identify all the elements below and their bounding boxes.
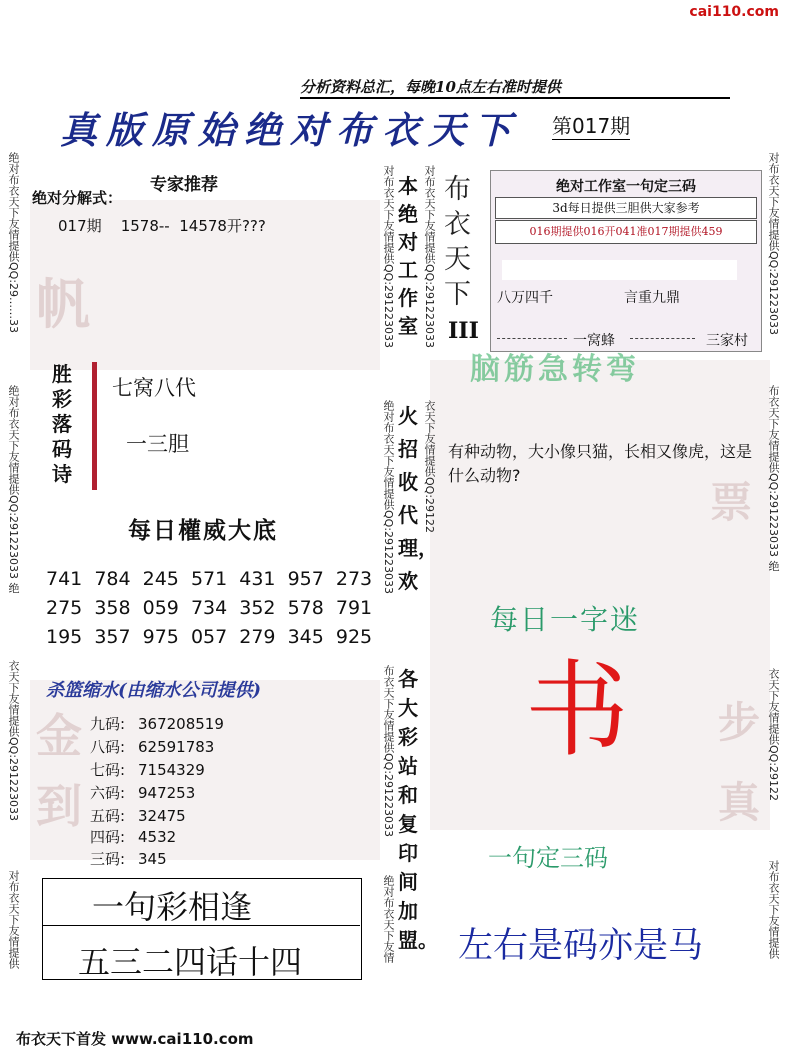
side-watermark: 对布衣天下友情提供QQ:291223033 <box>382 165 395 349</box>
list-item: 八码: 62591783 <box>90 738 215 756</box>
expert-subheading: 绝对分解式： <box>32 189 123 207</box>
brain-teaser-title: 脑筋急转弯 <box>470 352 640 387</box>
number-cell: 275 <box>46 597 83 619</box>
divider <box>630 338 695 339</box>
number-cell: 195 <box>46 626 83 648</box>
watermark-char: 金 <box>36 709 82 763</box>
vertical-ad: 火招收代理，欢 <box>398 404 438 593</box>
number-cell: 578 <box>287 597 324 619</box>
number-cell: 357 <box>94 626 131 648</box>
poem-label: 胜彩落码诗 <box>52 362 72 486</box>
list-item: 四码: 4532 <box>90 828 177 846</box>
daily-char-title: 每日一字迷 <box>490 603 641 636</box>
side-watermark: 对布衣天下友情提供 <box>7 870 20 969</box>
number-cell: 571 <box>190 568 228 590</box>
buyi-roman: III <box>448 318 479 344</box>
side-watermark: 衣天下友情提供QQ:291223033 <box>7 660 20 822</box>
footer: 布衣天下首发 www.cai110.com <box>16 1030 254 1048</box>
watermark-char: 到 <box>36 779 82 833</box>
studio-cell: 言重九鼎 <box>624 290 680 306</box>
riddle-text: 有种动物，大小像只猫，长相又像虎，这是什么动物? <box>448 442 753 485</box>
studio-row2: 016期提供016开041准017期提供459 <box>495 220 757 244</box>
number-row <box>46 597 372 619</box>
studio-blank <box>502 260 737 280</box>
side-watermark: 布衣天下友情提供QQ:291223033 <box>382 665 395 838</box>
buyi-title: 布衣天下 <box>444 174 471 310</box>
side-watermark: 对布衣天下友情提供QQ:291223033 <box>423 165 436 349</box>
number-row <box>46 626 372 648</box>
number-cell: 431 <box>239 568 276 590</box>
list-item: 三码: 345 <box>90 850 167 868</box>
poem-bar <box>92 362 97 490</box>
number-cell: 245 <box>142 568 179 590</box>
number-cell: 345 <box>287 626 324 648</box>
side-watermark: 绝对布衣天下友情提供QQ:291223033 <box>382 400 395 595</box>
number-cell: 358 <box>94 597 131 619</box>
vertical-ad: 各大彩站和复印间加盟。 <box>398 667 438 952</box>
number-cell: 273 <box>335 568 373 590</box>
number-cell: 059 <box>142 597 179 619</box>
side-watermark: 绝对布衣天下友情 <box>382 875 395 963</box>
number-cell: 279 <box>239 626 276 648</box>
top-banner: 分析资料总汇，每晚10点左右准时提供 <box>300 76 730 99</box>
list-item: 九码: 367208519 <box>90 715 224 733</box>
studio-cell: 一窝蜂 <box>573 333 615 349</box>
watermark-char: 帆 <box>36 272 90 336</box>
list-item: 七码: 7154329 <box>90 761 205 779</box>
poem-line2: 一三胆 <box>126 432 189 456</box>
vertical-ad: 本绝对工作室 <box>398 174 418 338</box>
list-item: 六码: 947253 <box>90 784 196 802</box>
number-cell: 925 <box>335 626 373 648</box>
watermark-char: 真 <box>718 778 761 827</box>
studio-cell: 八万四千 <box>497 290 553 306</box>
lucky-title: 一句彩相逢 <box>92 888 253 926</box>
daily-char: 书 <box>525 649 630 771</box>
number-cell: 057 <box>190 626 228 648</box>
number-cell: 957 <box>287 568 324 590</box>
daily-auth-title: 每日權威大底 <box>128 518 278 544</box>
expert-heading: 专家推荐 <box>150 175 218 195</box>
issue-number: 第017期 <box>552 110 630 140</box>
number-cell: 975 <box>142 626 179 648</box>
studio-title: 绝对工作室一句定三码 <box>556 179 696 195</box>
side-watermark: 绝对布衣天下友情提供QQ:29……33 <box>7 152 20 334</box>
lucky-text: 五三二四话十四 <box>78 943 303 981</box>
side-watermark: 衣天下友情提供QQ:29122 <box>423 400 436 534</box>
side-watermark: 对布衣天下友情提供 <box>767 860 780 959</box>
expert-line: 017期 1578-- 14578开??? <box>58 217 266 235</box>
one-sentence-text: 左右是码亦是马 <box>458 926 704 966</box>
background-art <box>30 680 380 860</box>
studio-row1: 3d每日提供三胆供大家参考 <box>495 197 757 219</box>
divider <box>497 338 567 339</box>
one-sentence-title: 一句定三码 <box>488 844 608 872</box>
number-row <box>46 568 372 590</box>
side-watermark: 布衣天下友情提供QQ:291223033 绝 <box>767 385 780 572</box>
shrink-title: 杀篮缩水(由缩水公司提供) <box>46 680 262 701</box>
main-title: 真版原始绝对布衣天下 <box>60 108 520 152</box>
side-watermark: 衣天下友情提供QQ:29122 <box>767 668 780 802</box>
list-item: 五码: 32475 <box>90 807 186 825</box>
studio-cell: 三家村 <box>706 333 748 349</box>
number-cell: 791 <box>335 597 373 619</box>
poem-line1: 七窝八代 <box>112 376 196 400</box>
watermark-char: 票 <box>710 478 753 527</box>
side-watermark: 绝对布衣天下友情提供QQ:291223033 绝 <box>7 385 20 594</box>
number-cell: 741 <box>46 568 83 590</box>
watermark-char: 步 <box>718 698 761 747</box>
side-watermark: 对布衣天下友情提供QQ:291223033 <box>767 152 780 336</box>
number-cell: 734 <box>190 597 228 619</box>
site-logo: cai110.com <box>689 4 779 20</box>
number-cell: 784 <box>94 568 131 590</box>
number-cell: 352 <box>239 597 276 619</box>
